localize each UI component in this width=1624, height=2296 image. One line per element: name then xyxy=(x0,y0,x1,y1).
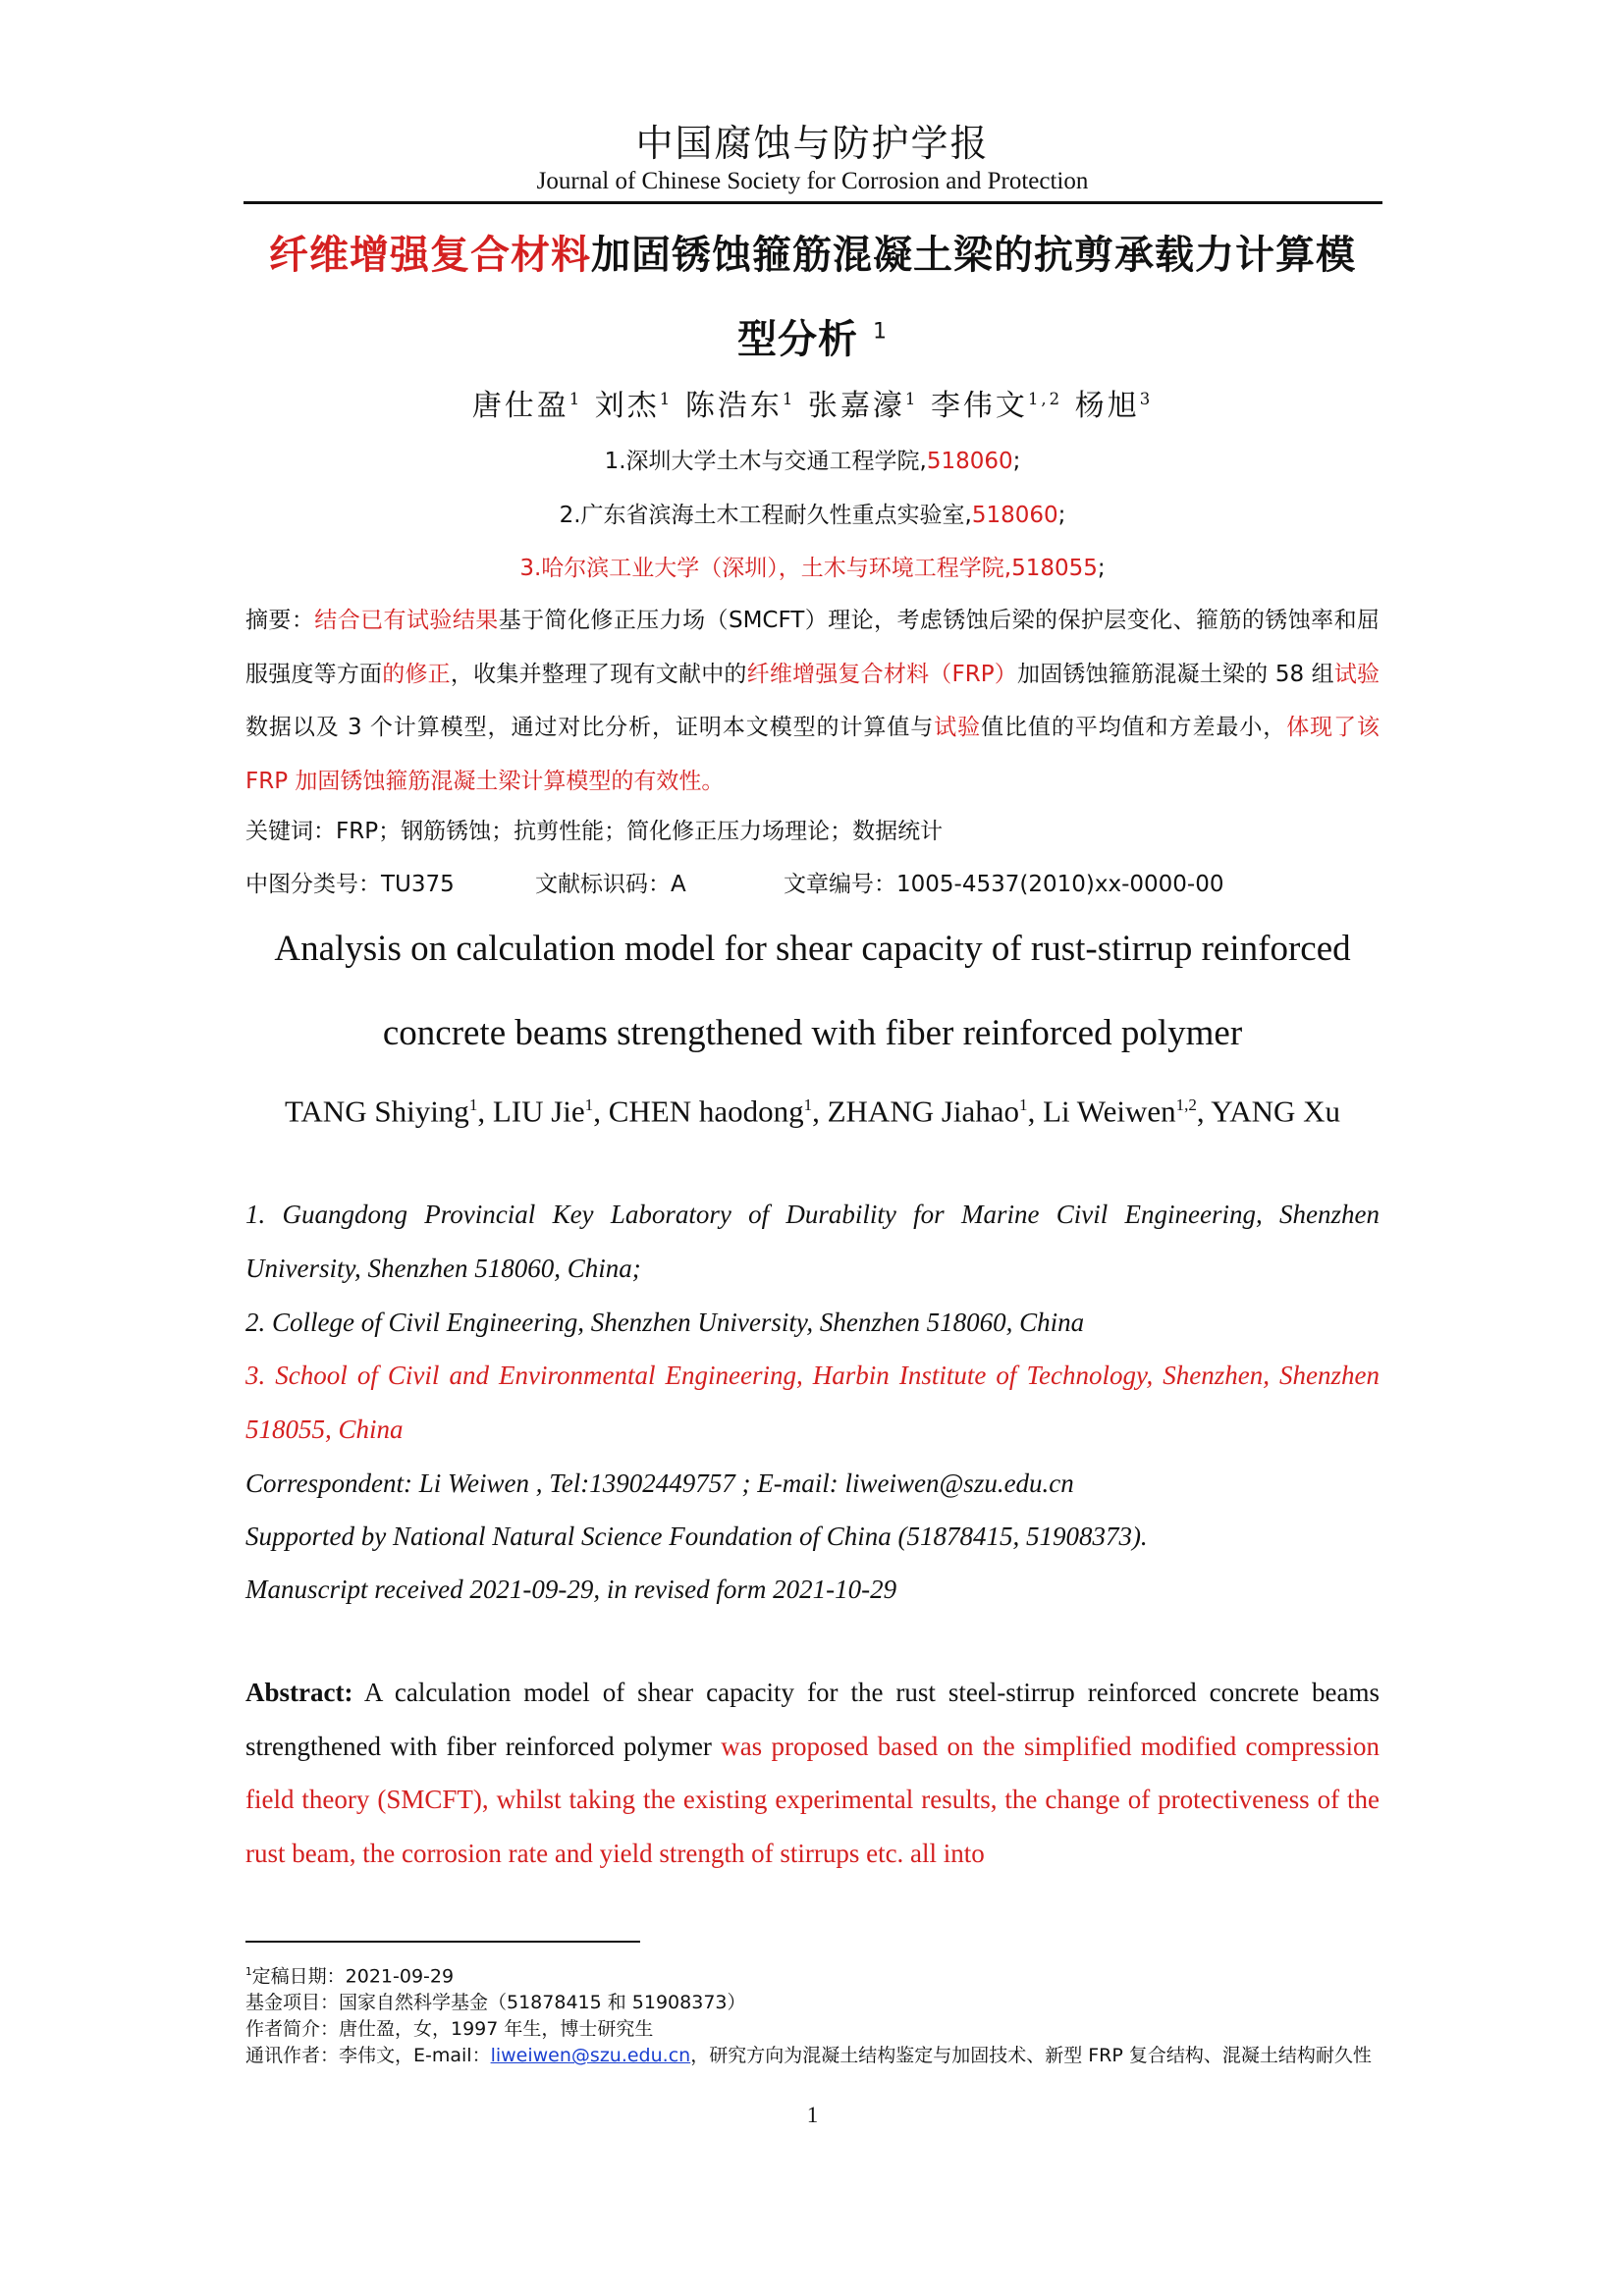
affiliation-cn-1 xyxy=(245,443,1380,475)
author-affil-mark: 3 xyxy=(1139,390,1154,408)
abstract-text: 值比值的平均值和方差最小， xyxy=(981,715,1287,740)
author-name: Li Weiwen xyxy=(1043,1094,1176,1129)
abstract-text: 加固锈蚀箍筋混凝土梁的 58 组 xyxy=(1017,661,1334,687)
footnote-fund: 基金项目：国家自然科学基金（51878415 和 51908373） xyxy=(245,1992,746,2014)
footnote-corresponding xyxy=(245,2043,1380,2069)
footnote-corr-rest: ，研究方向为混凝土结构鉴定与加固技术、新型 FRP 复合结构、混凝土结构耐久性 xyxy=(690,2045,1372,2067)
footnotes xyxy=(245,1959,1380,2069)
footnote-date-text: 定稿日期：2021-09-29 xyxy=(251,1965,455,1988)
affiliation-cn-3 xyxy=(245,550,1380,582)
author-name: ZHANG Jiahao xyxy=(827,1094,1020,1129)
journal-title-cn: 中国腐蚀与防护学报 xyxy=(635,122,990,165)
document-code: 文献标识码：A xyxy=(535,872,686,897)
author-name: LIU Jie xyxy=(492,1094,585,1129)
author-name: 李伟文 xyxy=(930,389,1028,423)
clc-number: 中图分类号：TU375 xyxy=(245,872,455,897)
author-affil-mark: 1 xyxy=(1019,1095,1028,1114)
footnote-date xyxy=(245,1959,1380,1990)
abstract-en-text: A calculation model of shear capacity for the rust steel-stirrup reinforced concrete beams strengthened with fiber reinforced polymer xyxy=(245,1678,1380,1761)
abstract-highlight: 试验 xyxy=(934,715,982,740)
abstract-cn xyxy=(245,594,1380,808)
author-affil-mark: 1 xyxy=(468,1095,478,1114)
abstract-highlight: 试验 xyxy=(1333,661,1380,687)
paper-title-en-line1: Analysis on calculation model for shear capacity of rust-stirrup reinforced xyxy=(274,929,1351,969)
affiliation-en-3: 3. School of Civil and Environmental Engineering, Harbin Institute of Technology, Shenzhen, Shenzhen 518055, China xyxy=(245,1361,1380,1444)
paper-title-cn-line2 xyxy=(245,308,1380,364)
page-number: 1 xyxy=(806,2103,819,2127)
author-name: CHEN haodong xyxy=(608,1094,804,1129)
footnote-corr-label: 通讯作者：李伟文，E-mail： xyxy=(245,2045,491,2067)
author-affil-mark: 1 xyxy=(782,390,796,408)
author-name: 杨旭 xyxy=(1074,389,1140,423)
authors-cn xyxy=(245,381,1380,424)
author-name: 刘杰 xyxy=(594,389,660,423)
author-affil-mark: 1 xyxy=(803,1095,813,1114)
footnote-divider xyxy=(245,1941,640,1943)
author-name: 陈浩东 xyxy=(684,389,783,423)
affiliation-end: ; xyxy=(1012,449,1021,474)
keywords-label: 关键词： xyxy=(245,819,336,844)
keywords-cn xyxy=(245,805,1380,859)
author-affil-mark: 1 xyxy=(568,390,583,408)
classification-line xyxy=(245,858,1380,912)
paper-title-en-line2: concrete beams strengthened with fiber reinforced polymer xyxy=(382,1013,1243,1053)
abstract-highlight: 的修正 xyxy=(382,661,451,687)
author-name: 唐仕盈 xyxy=(471,389,569,423)
abstract-en xyxy=(245,1666,1380,1880)
title-line2: 型分析 xyxy=(737,317,859,362)
keywords-text: FRP；钢筋锈蚀；抗剪性能；简化修正压力场理论；数据统计 xyxy=(336,819,944,844)
affiliation-text: 3.哈尔滨工业大学（深圳），土木与环境工程学院,518055 xyxy=(519,556,1098,581)
abstract-highlight: 纤维增强复合材料（FRP） xyxy=(746,661,1018,687)
abstract-text: 数据以及 3 个计算模型，通过对比分析，证明本文模型的计算值与 xyxy=(245,715,935,740)
affiliation-end: ; xyxy=(1057,503,1066,528)
authors-en: TANG Shiying$^1$, LIU Jie$^1$, CHEN haodong$^1$, ZHANG Jiahao$^1$, Li Weiwen$^{1,2}$, YANG Xu xyxy=(284,1094,1341,1129)
author-affil-mark: 1 xyxy=(904,390,919,408)
author-affil-mark: 1 xyxy=(584,1095,594,1114)
affiliation-zip: 518060 xyxy=(926,449,1013,474)
abstract-text: ，收集并整理了现有文献中的 xyxy=(450,661,747,687)
author-name: YANG Xu xyxy=(1211,1094,1341,1129)
abstract-highlight: 体现了该 FRP 加固锈蚀箍筋混凝土梁计算模型的有效性。 xyxy=(245,715,1380,794)
author-name: TANG Shiying xyxy=(284,1094,469,1129)
abstract-label: 摘要： xyxy=(245,608,315,633)
paper-title-cn-line1 xyxy=(245,224,1380,280)
abstract-text: 基于简化修正压力场（SMCFT）理论，考虑锈蚀后梁的保护层变化、箍筋的锈蚀率和屈服强度等方面 xyxy=(245,608,1380,687)
author-affil-mark: 1 xyxy=(659,390,674,408)
affiliation-en-1: 1. Guangdong Provincial Key Laboratory of Durability for Marine Civil Engineering, Shenzhen University, Shenzhen 518060, China; xyxy=(245,1200,1380,1283)
abstract-highlight: 结合已有试验结果 xyxy=(314,608,499,633)
author-affil-mark: 1,2 xyxy=(1027,390,1063,408)
title-highlight: 纤维增强复合材料 xyxy=(269,233,591,278)
affiliation-text: 1.深圳大学土木与交通工程学院, xyxy=(604,449,927,474)
author-name: 张嘉濠 xyxy=(807,389,905,423)
journal-title-en: Journal of Chinese Society for Corrosion and Protection xyxy=(536,168,1089,194)
abstract-en-label: Abstract: xyxy=(245,1678,353,1707)
email-link[interactable]: liweiwen@szu.edu.cn xyxy=(490,2045,691,2067)
affiliation-cn-2 xyxy=(245,497,1380,529)
title-rest: 加固锈蚀箍筋混凝土梁的抗剪承载力计算模 xyxy=(591,233,1356,278)
affiliation-text: 2.广东省滨海土木工程耐久性重点实验室, xyxy=(559,503,972,528)
footnote-bio: 作者简介：唐仕盈，女，1997 年生，博士研究生 xyxy=(245,2018,654,2041)
author-affil-mark: 1,2 xyxy=(1175,1095,1197,1114)
article-number: 文章编号：1005-4537(2010)xx-0000-00 xyxy=(784,872,1224,897)
title-footnote-mark: 1 xyxy=(872,319,888,345)
correspondent-line: Correspondent: Li Weiwen , Tel:13902449757 ; E-mail: liweiwen@szu.edu.cn xyxy=(245,1468,1074,1498)
header-divider xyxy=(244,201,1382,204)
affiliation-zip: 518060 xyxy=(971,503,1058,528)
footnote-mark: 1 xyxy=(245,1966,252,1978)
affiliation-end: ; xyxy=(1097,556,1106,581)
funding-line: Supported by National Natural Science Foundation of China (51878415, 51908373). xyxy=(245,1522,1148,1551)
abstract-en-highlight: was proposed based on the simplified modified compression field theory (SMCFT), whilst taking the existing experimental results, the change of protectiveness of the rust beam, the corrosion rate and yield strength of stirrups etc. all into xyxy=(245,1731,1380,1868)
affiliation-en-2: 2. College of Civil Engineering, Shenzhen University, Shenzhen 518060, China xyxy=(245,1308,1085,1337)
received-date-line: Manuscript received 2021-09-29, in revised form 2021-10-29 xyxy=(245,1575,897,1604)
